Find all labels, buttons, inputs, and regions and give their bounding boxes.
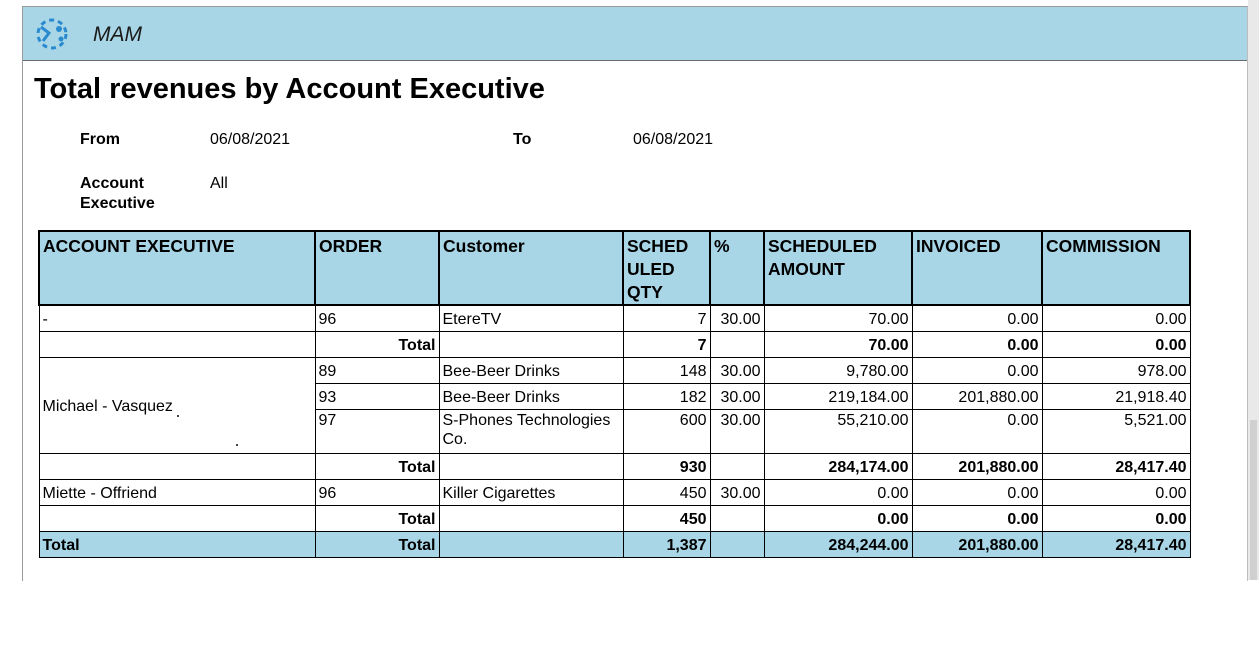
customer-cell: S-Phones Technologies Co. [439, 410, 623, 454]
executive-name: Miette - Offriend [39, 480, 315, 506]
table-row [39, 358, 1190, 384]
percent-cell: 30.00 [710, 480, 764, 506]
commission-cell: 0.00 [1042, 305, 1190, 332]
customer-blank [439, 454, 623, 480]
grand-total-qty: 1,387 [623, 532, 710, 558]
to-label: To [513, 131, 532, 148]
commission-cell: 5,521.00 [1042, 410, 1190, 454]
executive-blank [39, 454, 315, 480]
account-executive-value: All [210, 175, 228, 192]
stray-dot [236, 444, 238, 446]
grand-total-invoiced: 201,880.00 [912, 532, 1042, 558]
executive-blank [39, 332, 315, 358]
to-value: 06/08/2021 [633, 131, 714, 148]
amount-cell: 9,780.00 [764, 358, 912, 384]
subtotal-row [39, 506, 1190, 532]
subtotal-commission: 0.00 [1042, 332, 1190, 358]
subtotal-commission: 28,417.40 [1042, 454, 1190, 480]
scrollbar-thumb[interactable] [1250, 420, 1257, 580]
subtotal-row [39, 332, 1190, 358]
subtotal-invoiced: 0.00 [912, 332, 1042, 358]
subtotal-qty: 450 [623, 506, 710, 532]
from-label: From [80, 131, 120, 148]
executive-name: Michael - Vasquez [39, 358, 315, 454]
stray-dot [177, 415, 179, 417]
grand-total-commission: 28,417.40 [1042, 532, 1190, 558]
amount-cell: 0.00 [764, 480, 912, 506]
invoiced-cell: 0.00 [912, 358, 1042, 384]
invoiced-cell: 0.00 [912, 305, 1042, 332]
col-commission: COMMISSION [1042, 231, 1190, 305]
commission-cell: 0.00 [1042, 480, 1190, 506]
table-row [39, 480, 1190, 506]
customer-cell: Killer Cigarettes [439, 480, 623, 506]
qty-cell: 450 [623, 480, 710, 506]
subtotal-label: Total [315, 332, 439, 358]
col-scheduled-amount: SCHEDULED AMOUNT [764, 231, 912, 305]
qty-cell: 182 [623, 384, 710, 410]
from-value: 06/08/2021 [210, 131, 291, 148]
percent-cell: 30.00 [710, 384, 764, 410]
amount-cell: 219,184.00 [764, 384, 912, 410]
percent-cell: 30.00 [710, 358, 764, 384]
grand-total-label-2: Total [315, 532, 439, 558]
order-cell: 93 [315, 384, 439, 410]
grand-total-amount: 284,244.00 [764, 532, 912, 558]
percent-blank [710, 506, 764, 532]
subtotal-amount: 0.00 [764, 506, 912, 532]
subtotal-invoiced: 0.00 [912, 506, 1042, 532]
subtotal-qty: 7 [623, 332, 710, 358]
customer-cell: EtereTV [439, 305, 623, 332]
invoiced-cell: 0.00 [912, 410, 1042, 454]
percent-blank [710, 454, 764, 480]
executive-blank [39, 506, 315, 532]
subtotal-invoiced: 201,880.00 [912, 454, 1042, 480]
col-order: ORDER [315, 231, 439, 305]
qty-cell: 7 [623, 305, 710, 332]
qty-cell: 600 [623, 410, 710, 454]
amount-cell: 70.00 [764, 305, 912, 332]
invoiced-cell: 201,880.00 [912, 384, 1042, 410]
qty-cell: 148 [623, 358, 710, 384]
order-cell: 97 [315, 410, 439, 454]
customer-cell: Bee-Beer Drinks [439, 384, 623, 410]
commission-cell: 21,918.40 [1042, 384, 1190, 410]
invoiced-cell: 0.00 [912, 480, 1042, 506]
table-row [39, 305, 1190, 332]
revenue-table [38, 230, 1191, 558]
customer-blank [439, 506, 623, 532]
subtotal-qty: 930 [623, 454, 710, 480]
account-executive-label: Account Executive [80, 175, 155, 212]
percent-cell: 30.00 [710, 305, 764, 332]
table-header-row [39, 231, 1190, 305]
grand-total-row [39, 532, 1190, 558]
percent-blank [710, 532, 764, 558]
col-scheduled-qty: SCHED ULED QTY [623, 231, 710, 305]
order-cell: 96 [315, 480, 439, 506]
amount-cell: 55,210.00 [764, 410, 912, 454]
customer-blank [439, 332, 623, 358]
order-cell: 96 [315, 305, 439, 332]
brand-name: MAM [93, 23, 142, 46]
commission-cell: 978.00 [1042, 358, 1190, 384]
col-percent: % [710, 231, 764, 305]
report-page [22, 6, 1248, 581]
subtotal-label: Total [315, 454, 439, 480]
grand-total-label: Total [39, 532, 315, 558]
percent-cell: 30.00 [710, 410, 764, 454]
subtotal-amount: 284,174.00 [764, 454, 912, 480]
order-cell: 89 [315, 358, 439, 384]
report-header [23, 7, 1247, 61]
executive-name: - [39, 305, 315, 332]
col-invoiced: INVOICED [912, 231, 1042, 305]
subtotal-commission: 0.00 [1042, 506, 1190, 532]
customer-blank [439, 532, 623, 558]
col-account-executive: ACCOUNT EXECUTIVE [39, 231, 315, 305]
mam-logo-icon [33, 15, 71, 53]
subtotal-label: Total [315, 506, 439, 532]
percent-blank [710, 332, 764, 358]
subtotal-row [39, 454, 1190, 480]
vertical-scrollbar[interactable] [1248, 0, 1259, 580]
report-title: Total revenues by Account Executive [34, 73, 545, 105]
col-customer: Customer [439, 231, 623, 305]
subtotal-amount: 70.00 [764, 332, 912, 358]
customer-cell: Bee-Beer Drinks [439, 358, 623, 384]
